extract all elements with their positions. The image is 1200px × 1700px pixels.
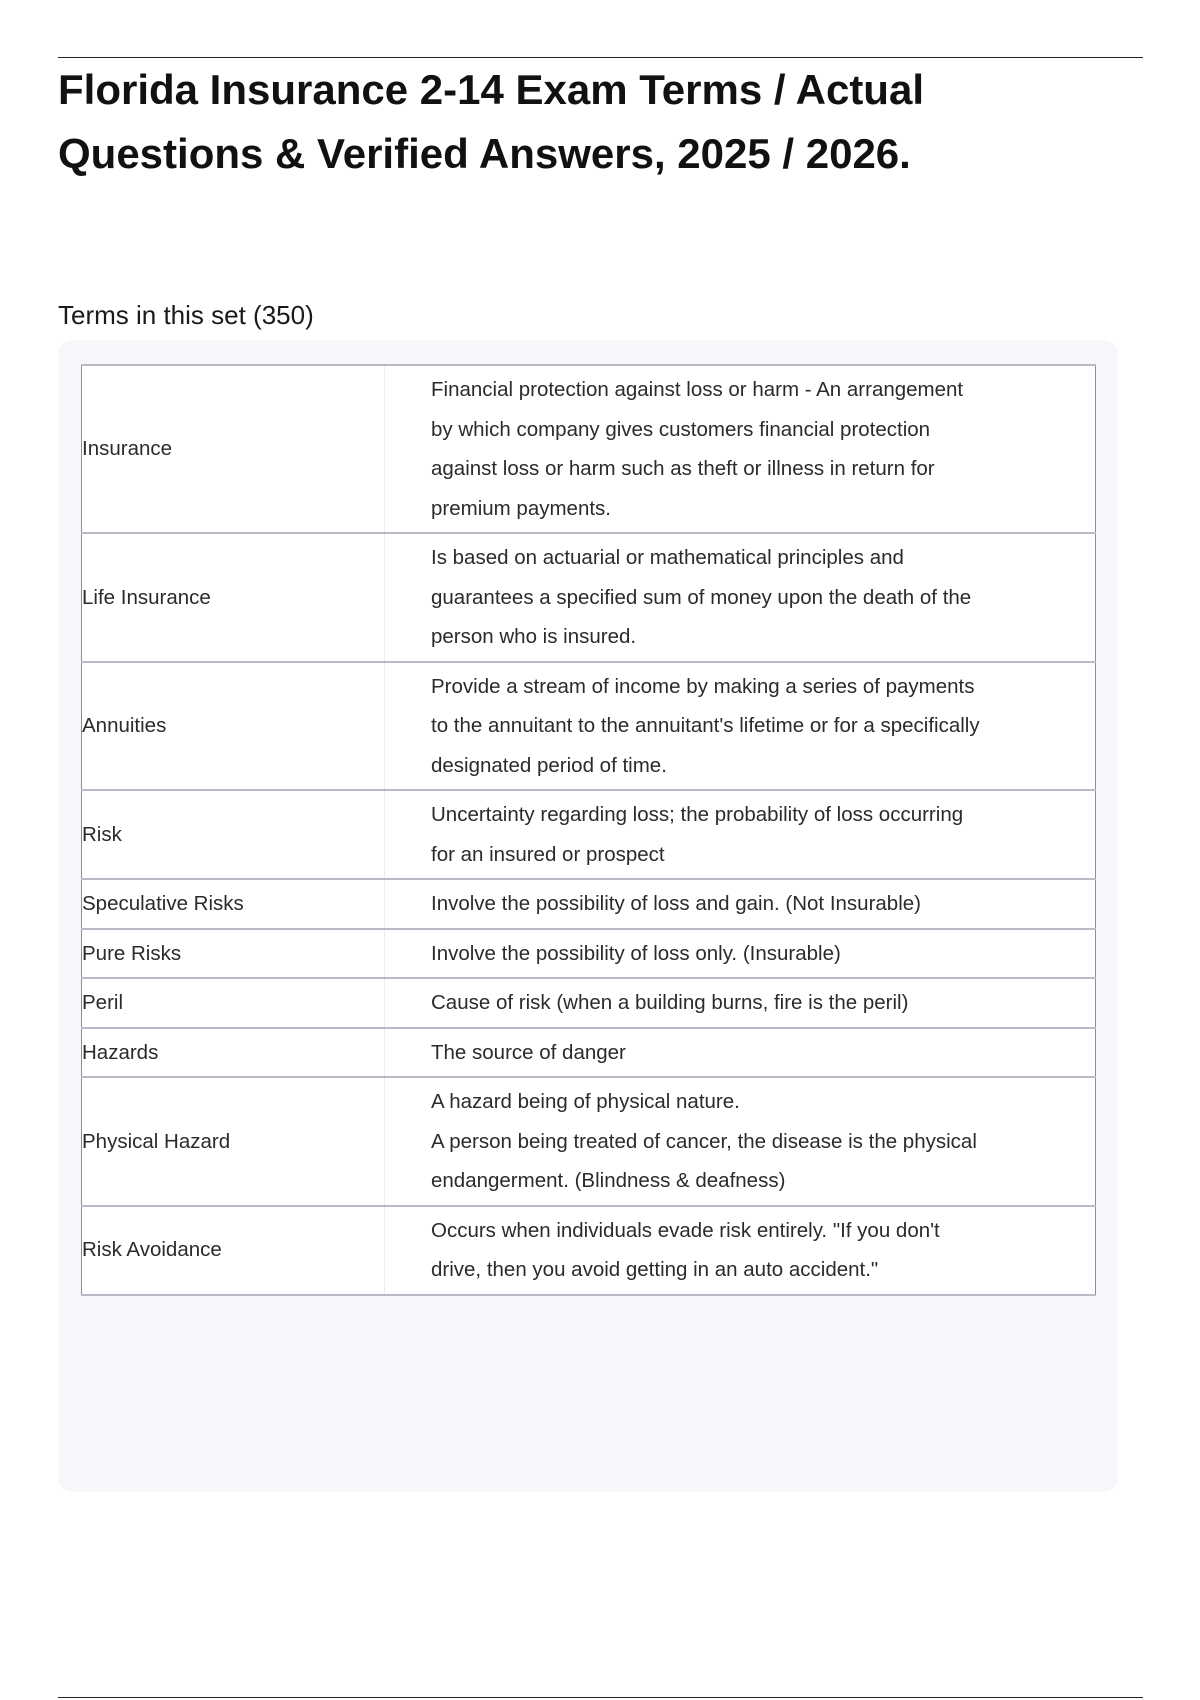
table-row [82, 879, 1096, 929]
term-cell: Risk [82, 790, 385, 879]
document-title: Florida Insurance 2-14 Exam Terms / Actual Questions & Verified Answers, 2025 / 2026. [58, 66, 924, 177]
term-cell: Annuities [82, 662, 385, 791]
table-row [82, 790, 1096, 879]
terms-count-heading: Terms in this set (350) [58, 300, 314, 330]
definition-line: A hazard being of physical nature. [431, 1090, 740, 1113]
definition-cell: Involve the possibility of loss and gain. (Not Insurable) [385, 879, 1096, 929]
definition-cell: Provide a stream of income by making a series of payments to the annuitant to the annuitant's lifetime or for a specifically designated period of time. [385, 662, 1096, 791]
definition-cell: Financial protection against loss or harm - An arrangement by which company gives customers financial protection against loss or harm such as theft or illness in return for premium payments. [385, 365, 1096, 533]
definition-cell: Involve the possibility of loss only. (Insurable) [385, 929, 1096, 979]
term-cell: Pure Risks [82, 929, 385, 979]
definition-cell [385, 1077, 1096, 1206]
definition-line: A person being treated of cancer, the disease is the physical endangerment. (Blindness & deafness) [431, 1129, 977, 1192]
terms-panel [58, 340, 1118, 1492]
definition-cell: Occurs when individuals evade risk entirely. "If you don't drive, then you avoid getting in an auto accident." [385, 1206, 1096, 1295]
term-cell: Insurance [82, 365, 385, 533]
term-cell: Speculative Risks [82, 879, 385, 929]
bottom-rule [58, 1697, 1143, 1698]
term-cell: Physical Hazard [82, 1077, 385, 1206]
definition-cell: Cause of risk (when a building burns, fire is the peril) [385, 978, 1096, 1028]
definition-cell: Is based on actuarial or mathematical principles and guarantees a specified sum of money upon the death of the person who is insured. [385, 533, 1096, 662]
term-cell: Life Insurance [82, 533, 385, 662]
table-row [82, 929, 1096, 979]
table-row [82, 1206, 1096, 1295]
term-cell: Peril [82, 978, 385, 1028]
table-row [82, 533, 1096, 662]
term-cell: Risk Avoidance [82, 1206, 385, 1295]
table-row [82, 1077, 1096, 1206]
table-row [82, 978, 1096, 1028]
term-cell: Hazards [82, 1028, 385, 1078]
table-row [82, 662, 1096, 791]
terms-table [81, 364, 1096, 1296]
table-row [82, 1028, 1096, 1078]
table-row [82, 365, 1096, 533]
definition-cell: The source of danger [385, 1028, 1096, 1078]
definition-cell: Uncertainty regarding loss; the probability of loss occurring for an insured or prospect [385, 790, 1096, 879]
